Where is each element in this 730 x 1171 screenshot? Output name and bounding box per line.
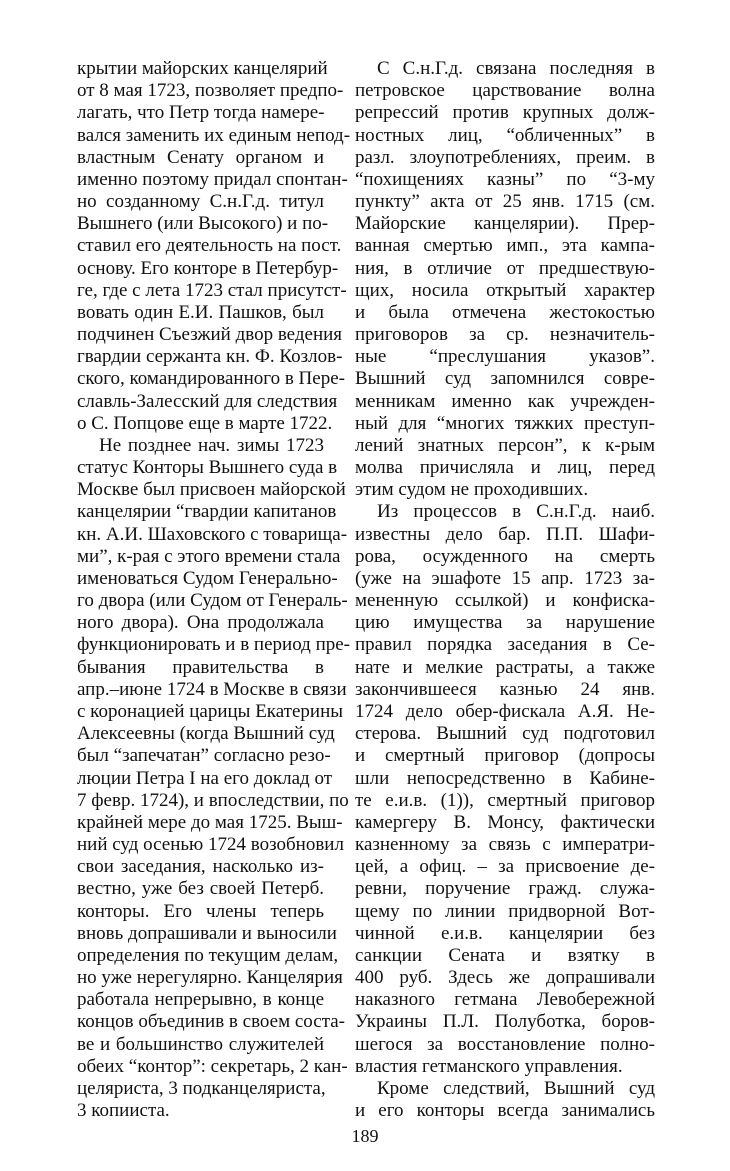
text-line: ний суд осенью 1724 возобновил bbox=[77, 834, 344, 856]
text-line: “похищениях казны” по “3-му bbox=[355, 168, 655, 190]
text-line: санкции Сената и взятку в bbox=[355, 944, 655, 966]
text-line: шли непосредственно в Кабине- bbox=[355, 767, 655, 789]
text-line: именно поэтому придал спонтан- bbox=[77, 168, 348, 190]
text-line: менникам именно как учрежден- bbox=[355, 390, 655, 412]
text-line: ского, командированного в Пере- bbox=[77, 368, 345, 390]
text-line: обеих “контор”: секретарь, 2 кан- bbox=[77, 1055, 348, 1077]
text-line: основу. Его конторе в Петербур- bbox=[77, 257, 339, 279]
text-line: Вышний суд запомнился совре- bbox=[355, 368, 655, 390]
text-line: Алексеевны (когда Вышний суд bbox=[77, 723, 335, 745]
text-line: ного двора). Она продолжала bbox=[77, 612, 324, 634]
text-line: казненному за связь с императри- bbox=[355, 834, 655, 856]
paragraph-start-line: Кроме следствий, Вышний суд bbox=[377, 1077, 655, 1099]
text-line: с коронацией царицы Екатерины bbox=[77, 700, 344, 722]
text-line: апр.–июне 1724 в Москве в связи bbox=[77, 678, 347, 700]
text-line: щему по линии придворной Вот- bbox=[355, 900, 655, 922]
text-line: петровское царствование волна bbox=[355, 80, 655, 102]
text-line: подчинен Съезжий двор ведения bbox=[77, 324, 343, 346]
text-line: концов объединив в своем соста- bbox=[77, 1011, 345, 1033]
text-line: ми”, к-рая с этого времени стала bbox=[77, 545, 341, 567]
text-line: определения по текущим делам, bbox=[77, 944, 339, 966]
text-line: известны дело бар. П.П. Шафи- bbox=[355, 523, 655, 545]
text-line: крайней мере до мая 1725. Выш- bbox=[77, 811, 343, 833]
text-line: вовать один Е.И. Пашков, был bbox=[77, 301, 324, 323]
text-line: крытии майорских канцелярий bbox=[77, 58, 328, 79]
text-line: вновь допрашивали и выносили bbox=[77, 922, 337, 944]
text-line: го двора (или Судом от Генераль- bbox=[77, 590, 348, 612]
text-line: репрессий против крупных долж- bbox=[355, 102, 655, 124]
text-line: стерова. Вышний суд подготовил bbox=[355, 723, 655, 745]
text-line: властия гетманского управления. bbox=[355, 1055, 623, 1077]
text-line: 3 копииста. bbox=[77, 1100, 170, 1122]
text-line: Майорские канцелярии). Прер- bbox=[355, 213, 655, 235]
text-line: 7 февр. 1724), и впоследствии, по bbox=[77, 789, 349, 811]
text-line: кн. А.И. Шаховского с товарища- bbox=[77, 523, 348, 545]
text-line: мененную ссылкой) и конфиска- bbox=[355, 590, 655, 612]
text-line: лений знатных персон”, к к-рым bbox=[355, 434, 655, 456]
text-line: был “запечатан” согласно резо- bbox=[77, 745, 331, 767]
text-line: ревни, поручение гражд. служа- bbox=[355, 878, 655, 900]
text-line: Украины П.Л. Полуботка, боров- bbox=[355, 1011, 655, 1033]
text-line: чинной е.и.в. канцелярии без bbox=[355, 922, 655, 944]
text-line: работала непрерывно, в конце bbox=[77, 989, 324, 1011]
text-line: о С. Попцове еще в марте 1722. bbox=[77, 412, 333, 434]
text-line: люции Петра I на его доклад от bbox=[77, 767, 333, 789]
text-line: ге, где с лета 1723 стал присутст- bbox=[77, 279, 347, 301]
text-line: вестно, уже без своей Петерб. bbox=[77, 878, 324, 900]
text-line: от 8 мая 1723, позволяет предпо- bbox=[77, 80, 344, 102]
paragraph-start-line: Не позднее нач. зимы 1723 bbox=[99, 434, 324, 456]
right-column bbox=[355, 58, 655, 1122]
text-line: разл. злоупотреблениях, преим. в bbox=[355, 146, 655, 168]
text-line: Вышнего (или Высокого) и по- bbox=[77, 213, 329, 235]
text-line: ностных лиц, “обличенных” в bbox=[355, 124, 655, 146]
text-line: лагать, что Петр тогда намере- bbox=[77, 102, 325, 124]
text-line: канцелярии “гвардии капитанов bbox=[77, 501, 337, 523]
text-line: властным Сенату органом и bbox=[77, 146, 324, 168]
text-line: и смертный приговор (допросы bbox=[355, 745, 655, 767]
text-line: молва причисляла и лиц, перед bbox=[355, 457, 655, 479]
text-line: те е.и.в. (1)), смертный приговор bbox=[355, 789, 655, 811]
text-line: но уже нерегулярно. Канцелярия bbox=[77, 967, 343, 989]
left-column bbox=[77, 58, 351, 1122]
text-line: наказного гетмана Левобережной bbox=[355, 989, 655, 1011]
text-line: нате и мелкие растраты, а также bbox=[355, 656, 655, 678]
text-line: целяриста, 3 подканцеляриста, bbox=[77, 1077, 326, 1099]
text-line: славль-Залесский для следствия bbox=[77, 390, 338, 412]
text-line: 1724 дело обер-фискала А.Я. Не- bbox=[355, 700, 655, 722]
text-line: шегося за восстановление полно- bbox=[355, 1033, 655, 1055]
text-line: цей, а офиц. – за присвоение де- bbox=[355, 856, 655, 878]
text-line: статус Конторы Вышнего суда в bbox=[77, 457, 338, 479]
text-line: 400 руб. Здесь же допрашивали bbox=[355, 967, 655, 989]
text-line: щих, носила открытый характер bbox=[355, 279, 655, 301]
text-line: ставил его деятельность на пост. bbox=[77, 235, 342, 257]
text-line: ный для “многих тяжких преступ- bbox=[355, 412, 655, 434]
text-line: правил порядка заседания в Се- bbox=[355, 634, 655, 656]
text-line: но созданному С.н.Г.д. титул bbox=[77, 191, 324, 213]
text-line: вался заменить их единым непод- bbox=[77, 124, 351, 146]
text-line: именоваться Судом Генерально- bbox=[77, 567, 338, 589]
text-line: ния, в отличие от предшествую- bbox=[355, 257, 655, 279]
text-line: закончившееся казнью 24 янв. bbox=[355, 678, 655, 700]
text-line: пункту” акта от 25 янв. 1715 (см. bbox=[355, 191, 655, 213]
text-line: камергеру В. Монсу, фактически bbox=[355, 811, 655, 833]
text-line: и его конторы всегда занимались bbox=[355, 1100, 655, 1122]
text-line: ве и большинство служителей bbox=[77, 1033, 324, 1055]
text-line: свои заседания, насколько из- bbox=[77, 856, 324, 878]
text-line: функционировать и в период пре- bbox=[77, 634, 350, 656]
text-line: конторы. Его члены теперь bbox=[77, 900, 324, 922]
text-line: цию имущества за нарушение bbox=[355, 612, 655, 634]
text-line: бывания правительства в bbox=[77, 656, 324, 678]
text-line: и была отмечена жестокостью bbox=[355, 301, 655, 323]
text-line: гвардии сержанта кн. Ф. Козлов- bbox=[77, 346, 343, 368]
page-number: 189 bbox=[351, 1126, 379, 1146]
text-line: ванная смертью имп., эта кампа- bbox=[355, 235, 655, 257]
text-line: этим судом не проходивших. bbox=[355, 479, 589, 501]
text-line: ные “преслушания указов”. bbox=[355, 346, 655, 368]
paragraph-start-line: С С.н.Г.д. связана последняя в bbox=[377, 58, 655, 79]
paragraph-start-line: Из процессов в С.н.Г.д. наиб. bbox=[377, 501, 655, 523]
text-line: рова, осужденного на смерть bbox=[355, 545, 655, 567]
text-line: приговоров за ср. незначитель- bbox=[355, 324, 655, 346]
text-line: (уже на эшафоте 15 апр. 1723 за- bbox=[355, 567, 655, 589]
text-line: Москве был присвоен майорской bbox=[77, 479, 346, 501]
